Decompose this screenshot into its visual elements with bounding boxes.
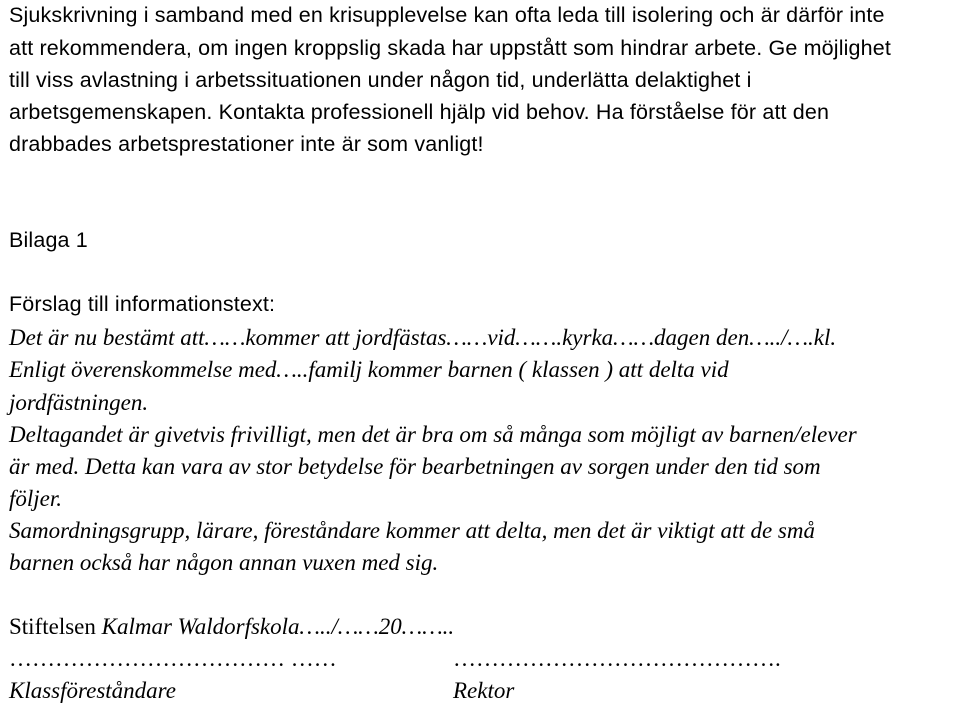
- appendix-subheading: Förslag till informationstext:: [9, 292, 276, 316]
- intro-line-1: Sjukskrivning i samband med en krisupplevelse kan ofta leda till isolering och är därför inte: [9, 3, 885, 27]
- intro-line-4: arbetsgemenskapen. Kontakta professionell hjälp vid behov. Ha förståelse för att den: [9, 100, 830, 124]
- signature-org-date: Kalmar Waldorfskola…../……20……..: [101, 614, 455, 639]
- appendix-body-line-2: Enligt överenskommelse med…..familj kommer barnen ( klassen ) att delta vid: [9, 357, 729, 382]
- intro-line-5: drabbades arbetsprestationer inte är som vanligt!: [9, 132, 484, 156]
- signature-prefix: Stiftelsen: [9, 614, 96, 639]
- appendix-body-line-3: jordfästningen.: [9, 390, 149, 415]
- signature-organisation: [9, 615, 454, 638]
- appendix-body-line-7: Samordningsgrupp, lärare, föreståndare kommer att delta, men det är viktigt att de små: [9, 518, 815, 543]
- signature-left-dots: ……………………………… ……: [9, 646, 337, 671]
- intro-line-3: till viss avlastning i arbetssituationen under någon tid, underlätta delaktighet i: [9, 68, 752, 92]
- signature-left-title: Klassföreståndare: [9, 678, 176, 703]
- signature-right-title: Rektor: [453, 678, 515, 703]
- appendix-heading: Bilaga 1: [9, 228, 88, 252]
- appendix-body-line-6: följer.: [9, 486, 63, 511]
- appendix-body-line-1: Det är nu bestämt att……kommer att jordfästas……vid…….kyrka……dagen den…../….kl.: [9, 325, 837, 350]
- intro-line-2: att rekommendera, om ingen kroppslig skada har uppstått som hindrar arbete. Ge möjlighet: [9, 36, 892, 60]
- appendix-body-line-8: barnen också har någon annan vuxen med sig.: [9, 550, 439, 575]
- signature-right-dots: …………………………………….: [453, 646, 781, 671]
- appendix-body-line-5: är med. Detta kan vara av stor betydelse för bearbetningen av sorgen under den tid som: [9, 454, 821, 479]
- appendix-body-line-4: Deltagandet är givetvis frivilligt, men det är bra om så många som möjligt av barnen/elever: [9, 422, 857, 447]
